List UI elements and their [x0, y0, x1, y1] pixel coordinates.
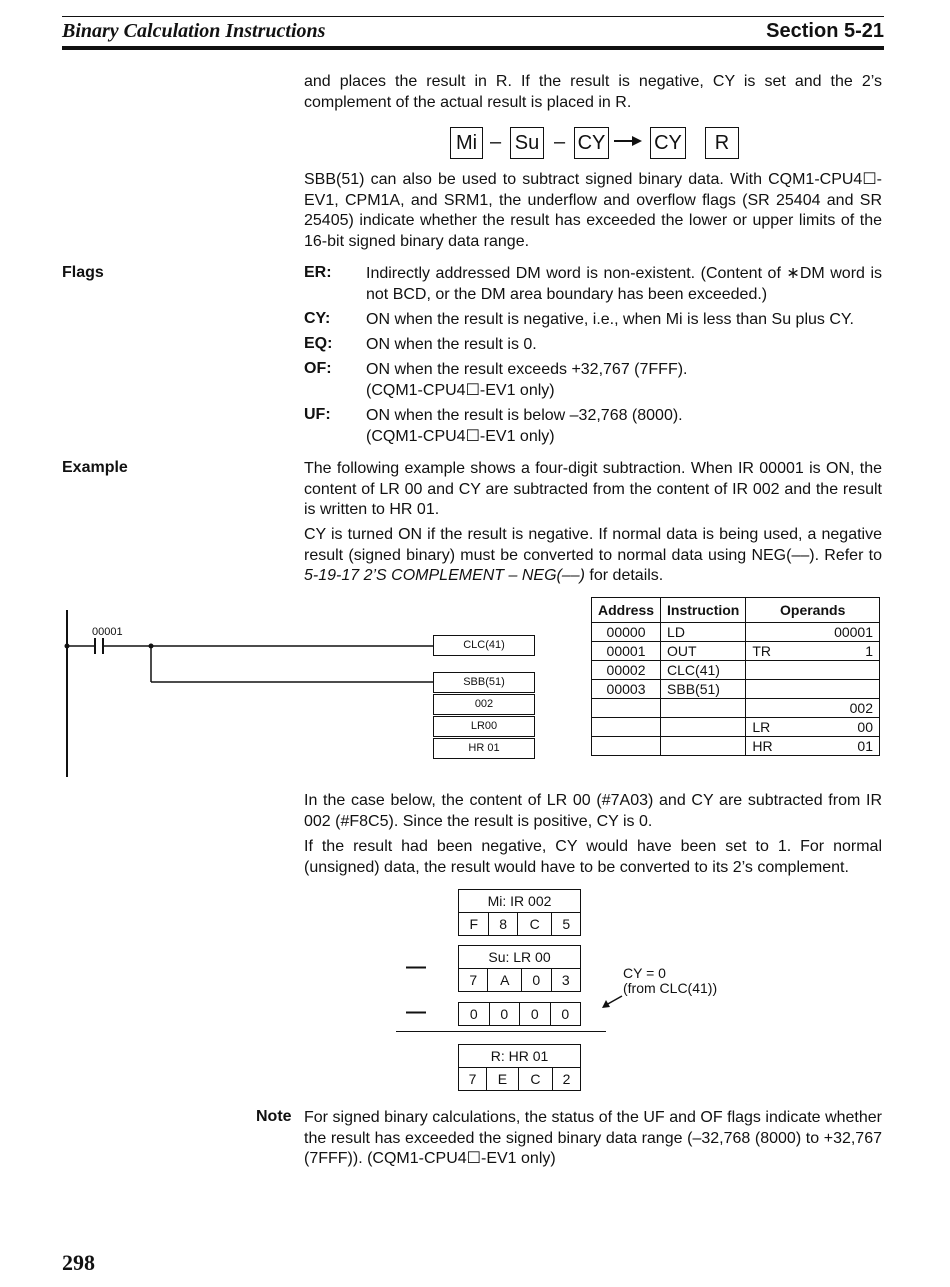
eq-mi-box: Mi	[450, 127, 483, 159]
calc-su-digit: 7	[459, 969, 488, 992]
calc-su-digit: 0	[522, 969, 551, 992]
table-cell-instruction: LD	[661, 623, 746, 642]
flag-cy-text: ON when the result is negative, i.e., when Mi is less than Su plus CY.	[366, 311, 854, 328]
signed-binary-paragraph: SBB(51) can also be used to subtract signed binary data. With CQM1-CPU4☐-EV1, CPM1A, and SRM1, the underflow and overflow flags (SR 25404 and SR 25405) indicate whether the result has exceeded the lower or upper limits of the 16-bit signed binary data range.	[304, 171, 882, 250]
table-cell-value: 00001	[798, 623, 880, 642]
flag-of-code: OF:	[304, 360, 332, 377]
calc-cy-note	[623, 966, 717, 996]
ladder-clc-box: CLC(41)	[433, 635, 535, 656]
page-number: 298	[62, 1250, 95, 1275]
table-cell-area	[746, 680, 798, 699]
calc-cy-digit: 0	[550, 1003, 581, 1026]
calc-su-table	[458, 945, 581, 992]
calc-cy-note-line-1: CY = 0	[623, 965, 666, 981]
calc-cy-table	[458, 1002, 581, 1026]
table-row	[592, 718, 880, 737]
example-p2-text-b: for details.	[584, 567, 664, 584]
calc-r-label: R: HR 01	[459, 1045, 581, 1068]
calc-cy-digit: 0	[459, 1003, 490, 1026]
header-title: Binary Calculation Instructions	[62, 20, 326, 42]
table-cell-address	[592, 737, 661, 756]
table-cell-instruction	[661, 699, 746, 718]
table-cell-value	[798, 680, 880, 699]
table-cell-instruction: SBB(51)	[661, 680, 746, 699]
ladder-sbb-box: SBB(51)	[433, 672, 535, 693]
eq-minus-1: –	[490, 131, 502, 153]
table-cell-instruction: OUT	[661, 642, 746, 661]
calc-arrow-icon	[600, 994, 624, 1010]
flags-label: Flags	[62, 264, 104, 281]
table-cell-area	[746, 623, 798, 642]
ladder-contact-label: 00001	[92, 626, 123, 638]
flag-eq-code: EQ:	[304, 335, 333, 352]
case-paragraph-2: If the result had been negative, CY would have been set to 1. For normal (unsigned) data, the result would have to be converted to its 2’s complement.	[304, 838, 882, 876]
flag-cy-code: CY:	[304, 310, 331, 327]
table-cell-area: LR	[746, 718, 798, 737]
table-cell-instruction	[661, 737, 746, 756]
table-cell-area	[746, 699, 798, 718]
calc-mi-label: Mi: IR 002	[459, 890, 581, 913]
calc-cy-digit: 0	[520, 1003, 551, 1026]
table-cell-area: HR	[746, 737, 798, 756]
table-cell-value	[798, 661, 880, 680]
table-row	[592, 623, 880, 642]
example-paragraph-2	[304, 525, 882, 587]
calc-r-digit: 7	[459, 1068, 487, 1091]
calc-sum-rule	[396, 1031, 606, 1032]
calc-minus-1: —	[406, 956, 426, 978]
example-label: Example	[62, 459, 128, 476]
table-cell-value: 1	[798, 642, 880, 661]
table-header-address: Address	[592, 598, 661, 623]
table-header-row	[592, 598, 880, 623]
table-cell-instruction	[661, 718, 746, 737]
table-cell-address: 00002	[592, 661, 661, 680]
calc-cy-digit: 0	[489, 1003, 520, 1026]
header-bottom-rule	[62, 46, 884, 50]
table-row	[592, 737, 880, 756]
flag-er-text: Indirectly addressed DM word is non-existent. (Content of ∗DM word is not BCD, or the DM area boundary has been exceeded.)	[366, 265, 882, 303]
calc-mi-table	[458, 889, 581, 936]
table-row	[592, 680, 880, 699]
flag-of-text: ON when the result exceeds +32,767 (7FFF).	[366, 361, 688, 378]
mnemonic-table	[591, 597, 880, 756]
note-label: Note	[256, 1108, 292, 1125]
calc-r-table	[458, 1044, 581, 1091]
eq-cy-out-box: CY	[650, 127, 686, 159]
flag-of-text-2: (CQM1-CPU4☐-EV1 only)	[366, 382, 555, 399]
table-cell-address	[592, 718, 661, 737]
eq-arrow-icon	[612, 133, 644, 149]
header-top-rule	[62, 16, 884, 17]
table-row	[592, 642, 880, 661]
ladder-op3-box: HR 01	[433, 738, 535, 759]
calc-mi-digit: C	[517, 913, 552, 936]
calc-r-digit: 2	[552, 1068, 580, 1091]
example-p2-reference: 5-19-17 2’S COMPLEMENT – NEG(––)	[304, 567, 585, 584]
calc-su-digit: A	[488, 969, 522, 992]
eq-su-box: Su	[510, 127, 544, 159]
calc-minus-2: —	[406, 1001, 426, 1023]
flag-uf-text-2: (CQM1-CPU4☐-EV1 only)	[366, 428, 555, 445]
table-header-operands: Operands	[746, 598, 880, 623]
header-section: Section 5-21	[766, 20, 884, 42]
table-cell-value: 00	[798, 718, 880, 737]
eq-minus-2: –	[554, 131, 566, 153]
flag-eq-text: ON when the result is 0.	[366, 336, 537, 353]
eq-cy-in-box: CY	[574, 127, 609, 159]
table-cell-area: TR	[746, 642, 798, 661]
ladder-op1-box: 002	[433, 694, 535, 715]
flag-uf-text: ON when the result is below –32,768 (8000).	[366, 407, 683, 424]
calc-r-digit: E	[486, 1068, 518, 1091]
calc-su-digit: 3	[551, 969, 580, 992]
table-header-instruction: Instruction	[661, 598, 746, 623]
calc-mi-digit: 5	[552, 913, 581, 936]
table-cell-address: 00001	[592, 642, 661, 661]
example-p2-text-a: CY is turned ON if the result is negative. If normal data is being used, a negative result (signed binary) must be converted to normal data using NEG(––). Refer to	[304, 526, 882, 564]
table-cell-value: 002	[798, 699, 880, 718]
case-paragraph-1: In the case below, the content of LR 00 (#7A03) and CY are subtracted from IR 002 (#F8C5). Since the result is positive, CY is 0.	[304, 792, 882, 830]
flag-er-code: ER:	[304, 264, 332, 281]
calc-r-digit: C	[518, 1068, 552, 1091]
calc-cy-note-line-2: (from CLC(41))	[623, 980, 718, 996]
table-cell-address: 00000	[592, 623, 661, 642]
table-cell-area	[746, 661, 798, 680]
calc-su-label: Su: LR 00	[459, 946, 581, 969]
ladder-op2-box: LR00	[433, 716, 535, 737]
flag-uf-code: UF:	[304, 406, 331, 423]
table-row	[592, 699, 880, 718]
intro-paragraph: and places the result in R. If the result is negative, CY is set and the 2’s complement of the actual result is placed in R.	[304, 73, 882, 111]
example-paragraph-1: The following example shows a four-digit subtraction. When IR 00001 is ON, the content of LR 00 and CY are subtracted from the content of IR 002 and the result is written to HR 01.	[304, 460, 882, 518]
table-cell-address: 00003	[592, 680, 661, 699]
table-cell-address	[592, 699, 661, 718]
calc-mi-digit: F	[459, 913, 489, 936]
table-cell-instruction: CLC(41)	[661, 661, 746, 680]
note-text: For signed binary calculations, the status of the UF and OF flags indicate whether the result has exceeded the signed binary data range (–32,768 (8000) to +32,767 (7FFF)). (CQM1-CPU4☐-EV1 only)	[304, 1109, 882, 1167]
table-row	[592, 661, 880, 680]
table-cell-value: 01	[798, 737, 880, 756]
calc-mi-digit: 8	[489, 913, 517, 936]
eq-r-box: R	[705, 127, 739, 159]
